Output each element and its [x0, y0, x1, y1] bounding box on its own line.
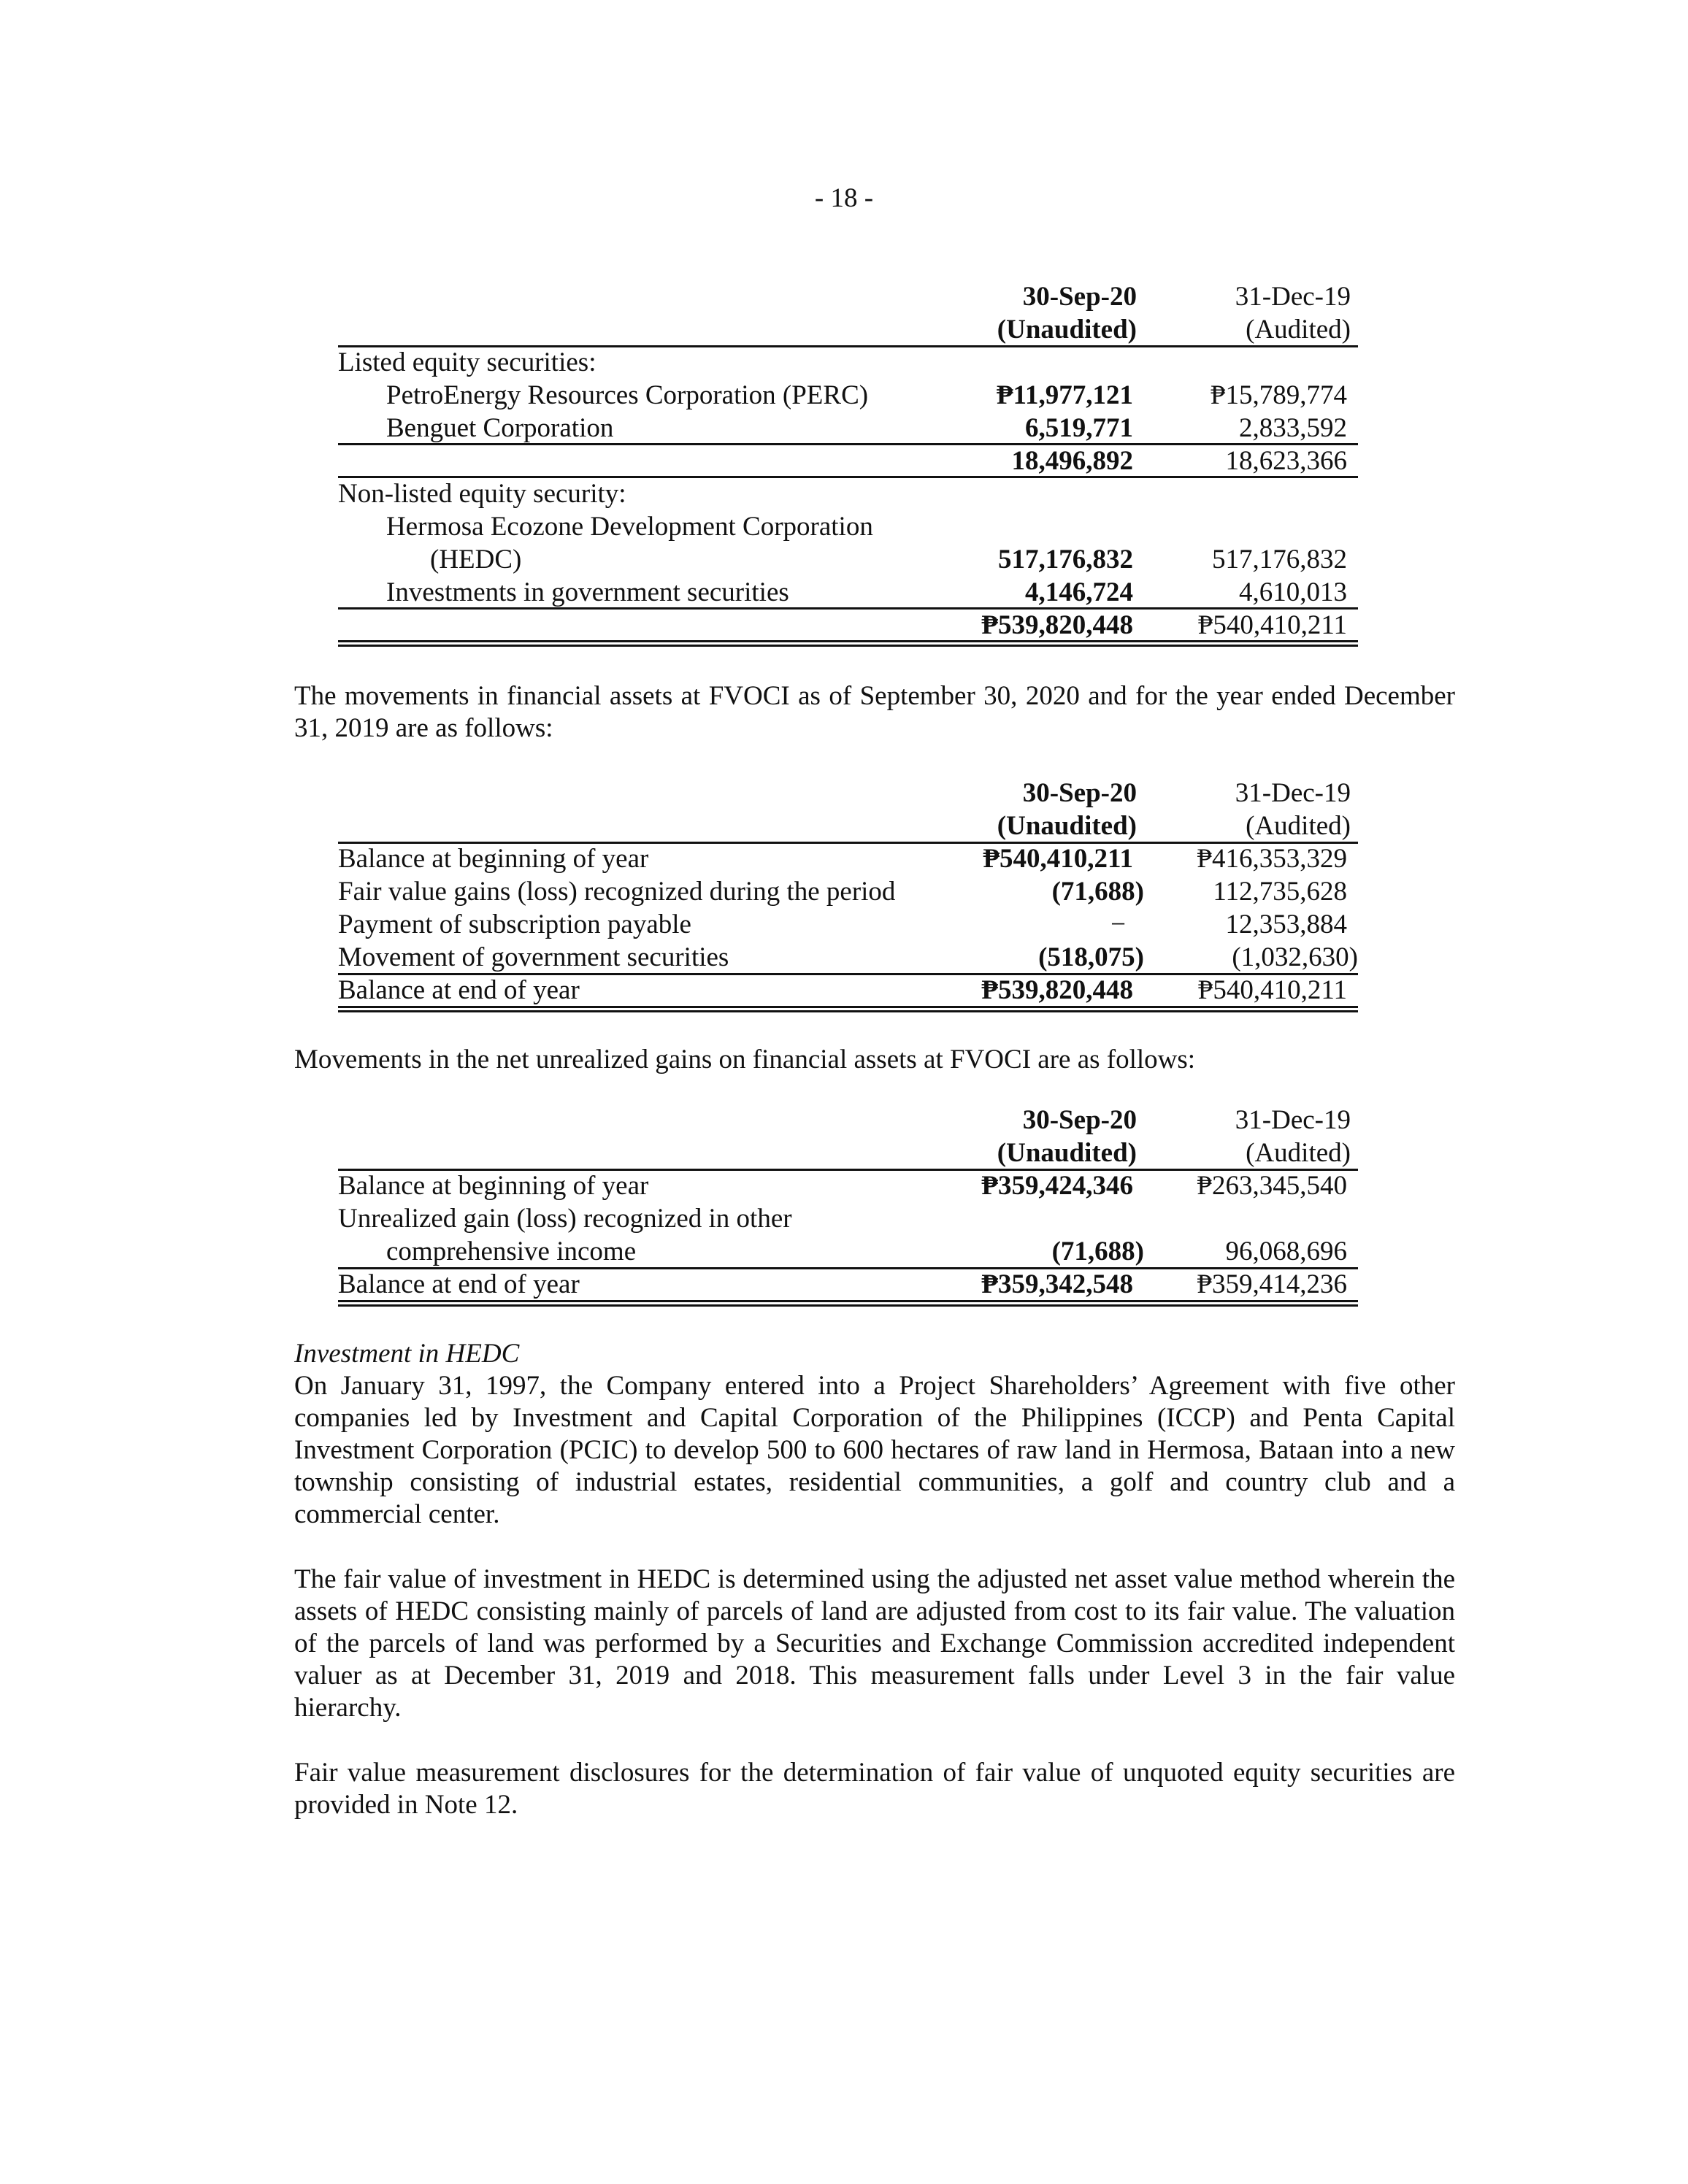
col-header-audited: (Audited) — [1246, 315, 1351, 345]
table-header-row — [338, 777, 1358, 810]
paragraph-text: The movements in financial assets at FVOCI as of September 30, 2020 and for the year ended December 31, 2019 are as follows: — [294, 681, 1455, 743]
double-rule-top — [338, 640, 1358, 642]
row-label: Listed equity securities: — [338, 347, 596, 377]
row-label: Balance at end of year — [338, 1269, 580, 1299]
table-row — [338, 1203, 1358, 1236]
value-dec19: (1,032,630) — [1232, 942, 1358, 972]
total-sep20: ₱539,820,448 — [981, 610, 1133, 640]
movements-intro-paragraph — [294, 680, 1455, 745]
col-header-unaudited: (Unaudited) — [997, 315, 1137, 345]
table-row — [338, 1170, 1358, 1203]
subtotal-sep20: 18,496,892 — [1011, 446, 1133, 476]
table-header-row — [338, 1137, 1358, 1170]
col-header-sep20: 30-Sep-20 — [1022, 1105, 1137, 1135]
table-header-row — [338, 810, 1358, 843]
double-rule-top — [338, 1300, 1358, 1302]
value-dec19: ₱416,353,329 — [1197, 844, 1347, 874]
row-label: (HEDC) — [430, 545, 522, 574]
table-row — [338, 1236, 1358, 1269]
row-label: Non-listed equity security: — [338, 479, 626, 509]
value-sep20: ₱11,977,121 — [996, 380, 1133, 410]
value-sep20: 4,146,724 — [1025, 577, 1133, 607]
total-sep20: ₱539,820,448 — [981, 975, 1133, 1005]
table-row — [338, 478, 1358, 511]
hedc-section — [294, 1338, 1455, 1531]
col-header-unaudited: (Unaudited) — [997, 811, 1137, 841]
table-row — [338, 909, 1358, 942]
page-number: - 18 - — [814, 183, 874, 213]
value-dec19: 517,176,832 — [1212, 545, 1347, 574]
value-sep20: 517,176,832 — [998, 545, 1133, 574]
value-dec19: ₱15,789,774 — [1210, 380, 1347, 410]
table-row — [338, 511, 1358, 544]
table-header-row — [338, 1104, 1358, 1137]
double-rule-bottom — [338, 1304, 1358, 1307]
value-sep20: (518,075) — [1038, 942, 1144, 972]
total-sep20: ₱359,342,548 — [981, 1269, 1133, 1299]
col-header-sep20: 30-Sep-20 — [1022, 778, 1137, 808]
value-dec19: ₱263,345,540 — [1197, 1171, 1347, 1201]
table-row — [338, 942, 1358, 974]
row-label: Investments in government securities — [386, 577, 789, 607]
section-heading: Investment in HEDC — [294, 1339, 520, 1369]
row-label: comprehensive income — [386, 1237, 637, 1266]
col-header-audited: (Audited) — [1246, 811, 1351, 841]
value-dec19: 12,353,884 — [1225, 910, 1347, 939]
subtotal-dec19: 18,623,366 — [1225, 446, 1347, 476]
col-header-dec19: 31-Dec-19 — [1235, 1105, 1351, 1135]
table-row — [338, 347, 1358, 380]
paragraph-text: Movements in the net unrealized gains on financial assets at FVOCI are as follows: — [294, 1045, 1196, 1074]
value-sep20: (71,688) — [1051, 1237, 1144, 1266]
total-row — [338, 610, 1358, 642]
table-row — [338, 445, 1358, 478]
table-header-row — [338, 314, 1358, 347]
value-dec19: 96,068,696 — [1225, 1237, 1347, 1266]
value-sep20: ₱540,410,211 — [983, 844, 1133, 874]
table-row — [338, 577, 1358, 610]
row-label: Fair value gains (loss) recognized during the period — [338, 877, 896, 907]
table-row — [338, 843, 1358, 876]
value-dec19: 112,735,628 — [1213, 877, 1347, 907]
total-dec19: ₱540,410,211 — [1197, 975, 1347, 1005]
table-row — [338, 380, 1358, 412]
table-header-row — [338, 281, 1358, 314]
col-header-dec19: 31-Dec-19 — [1235, 778, 1351, 808]
value-sep20: ₱359,424,346 — [981, 1171, 1133, 1201]
double-rule-bottom — [338, 645, 1358, 647]
row-label: PetroEnergy Resources Corporation (PERC) — [386, 380, 869, 410]
double-rule-top — [338, 1006, 1358, 1008]
total-dec19: ₱359,414,236 — [1197, 1269, 1347, 1299]
row-label: Balance at beginning of year — [338, 844, 649, 874]
value-sep20: 6,519,771 — [1025, 413, 1133, 443]
unrealized-gains-intro-paragraph — [294, 1044, 1455, 1076]
row-label: Benguet Corporation — [386, 413, 614, 443]
row-label: Movement of government securities — [338, 942, 729, 972]
value-dec19: 4,610,013 — [1239, 577, 1347, 607]
double-rule-bottom — [338, 1010, 1358, 1012]
equity-securities-table — [338, 281, 1358, 642]
row-label: Balance at end of year — [338, 975, 580, 1005]
col-header-dec19: 31-Dec-19 — [1235, 282, 1351, 312]
value-sep20: (71,688) — [1051, 877, 1144, 907]
col-header-sep20: 30-Sep-20 — [1022, 282, 1137, 312]
table-row — [338, 412, 1358, 445]
paragraph-text: Fair value measurement disclosures for the determination of fair value of unquoted equity securities are provided in Note 12. — [294, 1758, 1455, 1820]
col-header-audited: (Audited) — [1246, 1138, 1351, 1168]
fair-value-paragraph — [294, 1564, 1455, 1724]
row-label: Payment of subscription payable — [338, 910, 691, 939]
total-row — [338, 1269, 1358, 1301]
note-reference-paragraph — [294, 1757, 1455, 1821]
value-sep20: − — [1110, 910, 1126, 939]
table-row — [338, 876, 1358, 909]
paragraph-text: On January 31, 1997, the Company entered into a Project Shareholders’ Agreement with five other companies led by Investment and Capital Corporation of the Philippines (ICCP) and Penta Capital Investment Corporation (PCIC) to develop 500 to 600 hectares of raw land in Hermosa, Bataan into a new township consisting of industrial estates, residential communities, a golf and country club and a commercial center. — [294, 1371, 1455, 1529]
total-row — [338, 974, 1358, 1007]
unrealized-gains-table — [338, 1104, 1358, 1301]
row-label: Hermosa Ecozone Development Corporation — [386, 512, 873, 542]
row-label: Unrealized gain (loss) recognized in other — [338, 1204, 792, 1234]
fvoci-movements-table — [338, 777, 1358, 1007]
col-header-unaudited: (Unaudited) — [997, 1138, 1137, 1168]
paragraph-text: The fair value of investment in HEDC is determined using the adjusted net asset value method wherein the assets of HEDC consisting mainly of parcels of land are adjusted from cost to its fair value. The valuation of the parcels of land was performed by a Securities and Exchange Commission accredited independent valuer as at December 31, 2019 and 2018. This measurement falls under Level 3 in the fair value hierarchy. — [294, 1564, 1455, 1723]
total-dec19: ₱540,410,211 — [1197, 610, 1347, 640]
row-label: Balance at beginning of year — [338, 1171, 649, 1201]
table-row — [338, 544, 1358, 577]
value-dec19: 2,833,592 — [1239, 413, 1347, 443]
